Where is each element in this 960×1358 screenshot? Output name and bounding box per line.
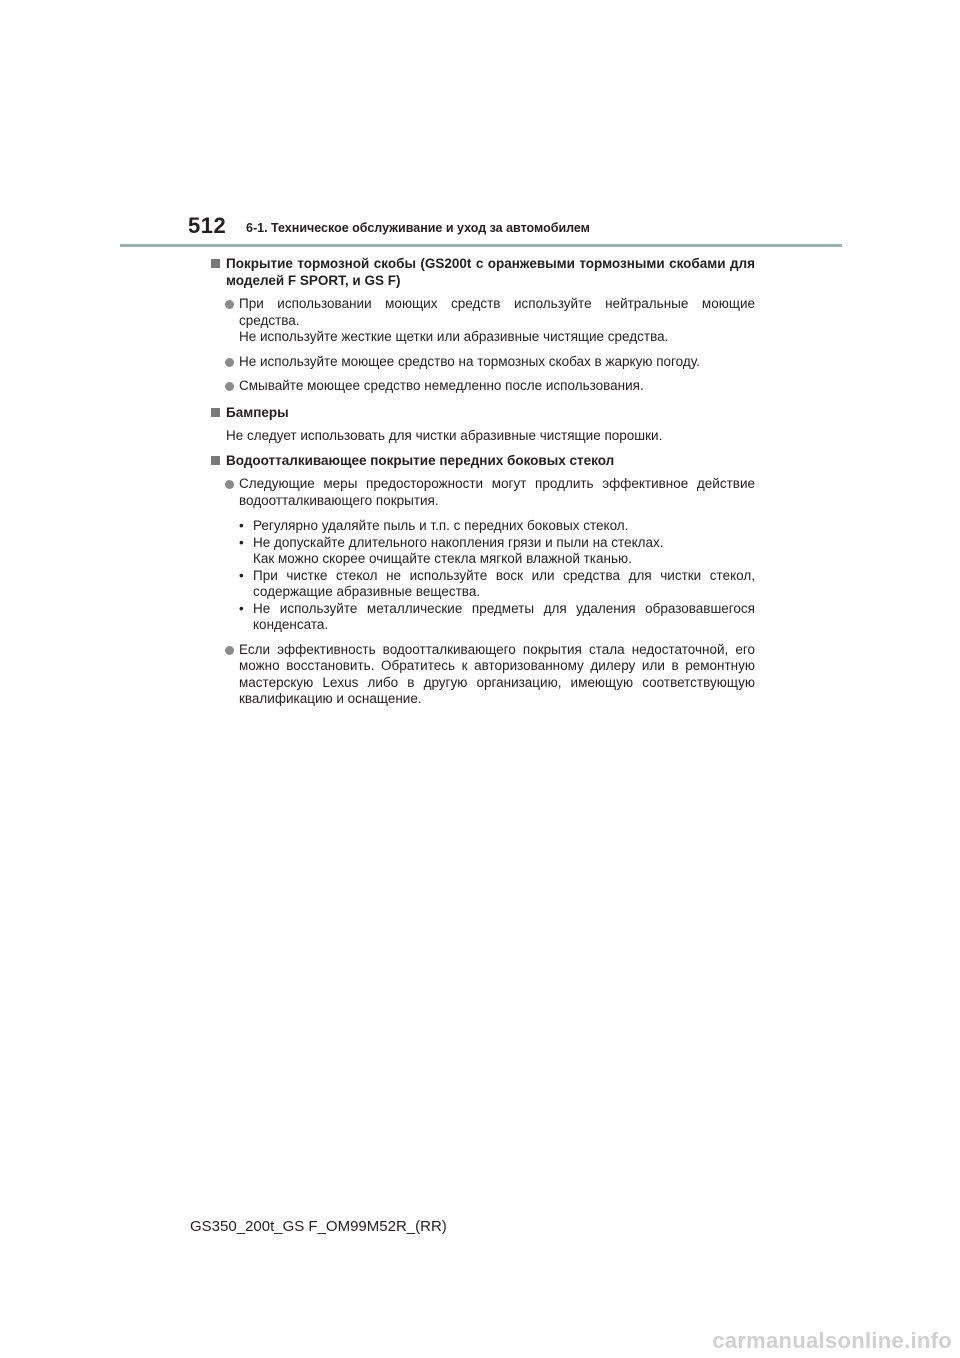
list-item: При использовании моющих средств используйте нейтральные моющие средства. Не используйте жесткие щетки или абразивные чистящие средства.: [225, 296, 755, 346]
list-item: Смывайте моющее средство немедленно после использования.: [225, 378, 755, 395]
circle-bullet-icon: [225, 358, 234, 367]
square-bullet-icon: [211, 259, 220, 268]
watermark[interactable]: carmanualsonline.info: [712, 1328, 952, 1353]
dot-marker-icon: •: [239, 600, 244, 616]
sub-list-item: • При чистке стекол не используйте воск или средства для чистки стекол, содержащие абразивные вещества.: [239, 567, 755, 599]
section-heading-bumpers: Бамперы: [211, 404, 755, 421]
dot-marker-icon: •: [239, 534, 244, 550]
sub-list-item: • Не используйте металлические предметы для удаления образовавшегося конденсата.: [239, 600, 755, 632]
list-item: Если эффективность водоотталкивающего покрытия стала недостаточной, его можно восстановить. Обратитесь к авторизованному дилеру или в ремонтную мастерскую Lexus либо в другую организацию, имеющую соответствующую квалификацию и оснащение.: [225, 642, 755, 708]
paragraph-bumpers: Не следует использовать для чистки абразивные чистящие порошки.: [226, 427, 663, 443]
dot-marker-icon: •: [239, 518, 244, 533]
square-bullet-icon: [211, 408, 220, 417]
footer-code: GS350_200t_GS F_OM99M52R_(RR): [190, 1218, 447, 1235]
dot-marker-icon: •: [239, 567, 244, 583]
square-bullet-icon: [211, 456, 220, 465]
sub-list-item: • Регулярно удаляйте пыль и т.п. с передних боковых стекол.: [239, 518, 629, 533]
circle-bullet-icon: [225, 300, 234, 309]
section-heading-brake-caliper: Покрытие тормозной скобы (GS200t с оранжевыми тормозными скобами для моделей F SPORT, и GS F): [211, 255, 755, 289]
circle-bullet-icon: [225, 646, 234, 655]
header-rule: [120, 244, 842, 247]
page-number: 512: [188, 213, 227, 238]
circle-bullet-icon: [225, 480, 234, 489]
sub-list-item: • Не допускайте длительного накопления грязи и пыли на стеклах. Как можно скорее очищайте стекла мягкой влажной тканью.: [239, 534, 664, 566]
section-heading-water-repellent: Водоотталкивающее покрытие передних боковых стекол: [211, 452, 755, 469]
circle-bullet-icon: [225, 382, 234, 391]
list-item: Не используйте моющее средство на тормозных скобах в жаркую погоду.: [225, 354, 755, 371]
list-item: Следующие меры предосторожности могут продлить эффективное действие водоотталкивающего покрытия.: [225, 476, 755, 509]
page-content: [211, 255, 755, 708]
chapter-title: 6-1. Техническое обслуживание и уход за автомобилем: [246, 221, 590, 235]
